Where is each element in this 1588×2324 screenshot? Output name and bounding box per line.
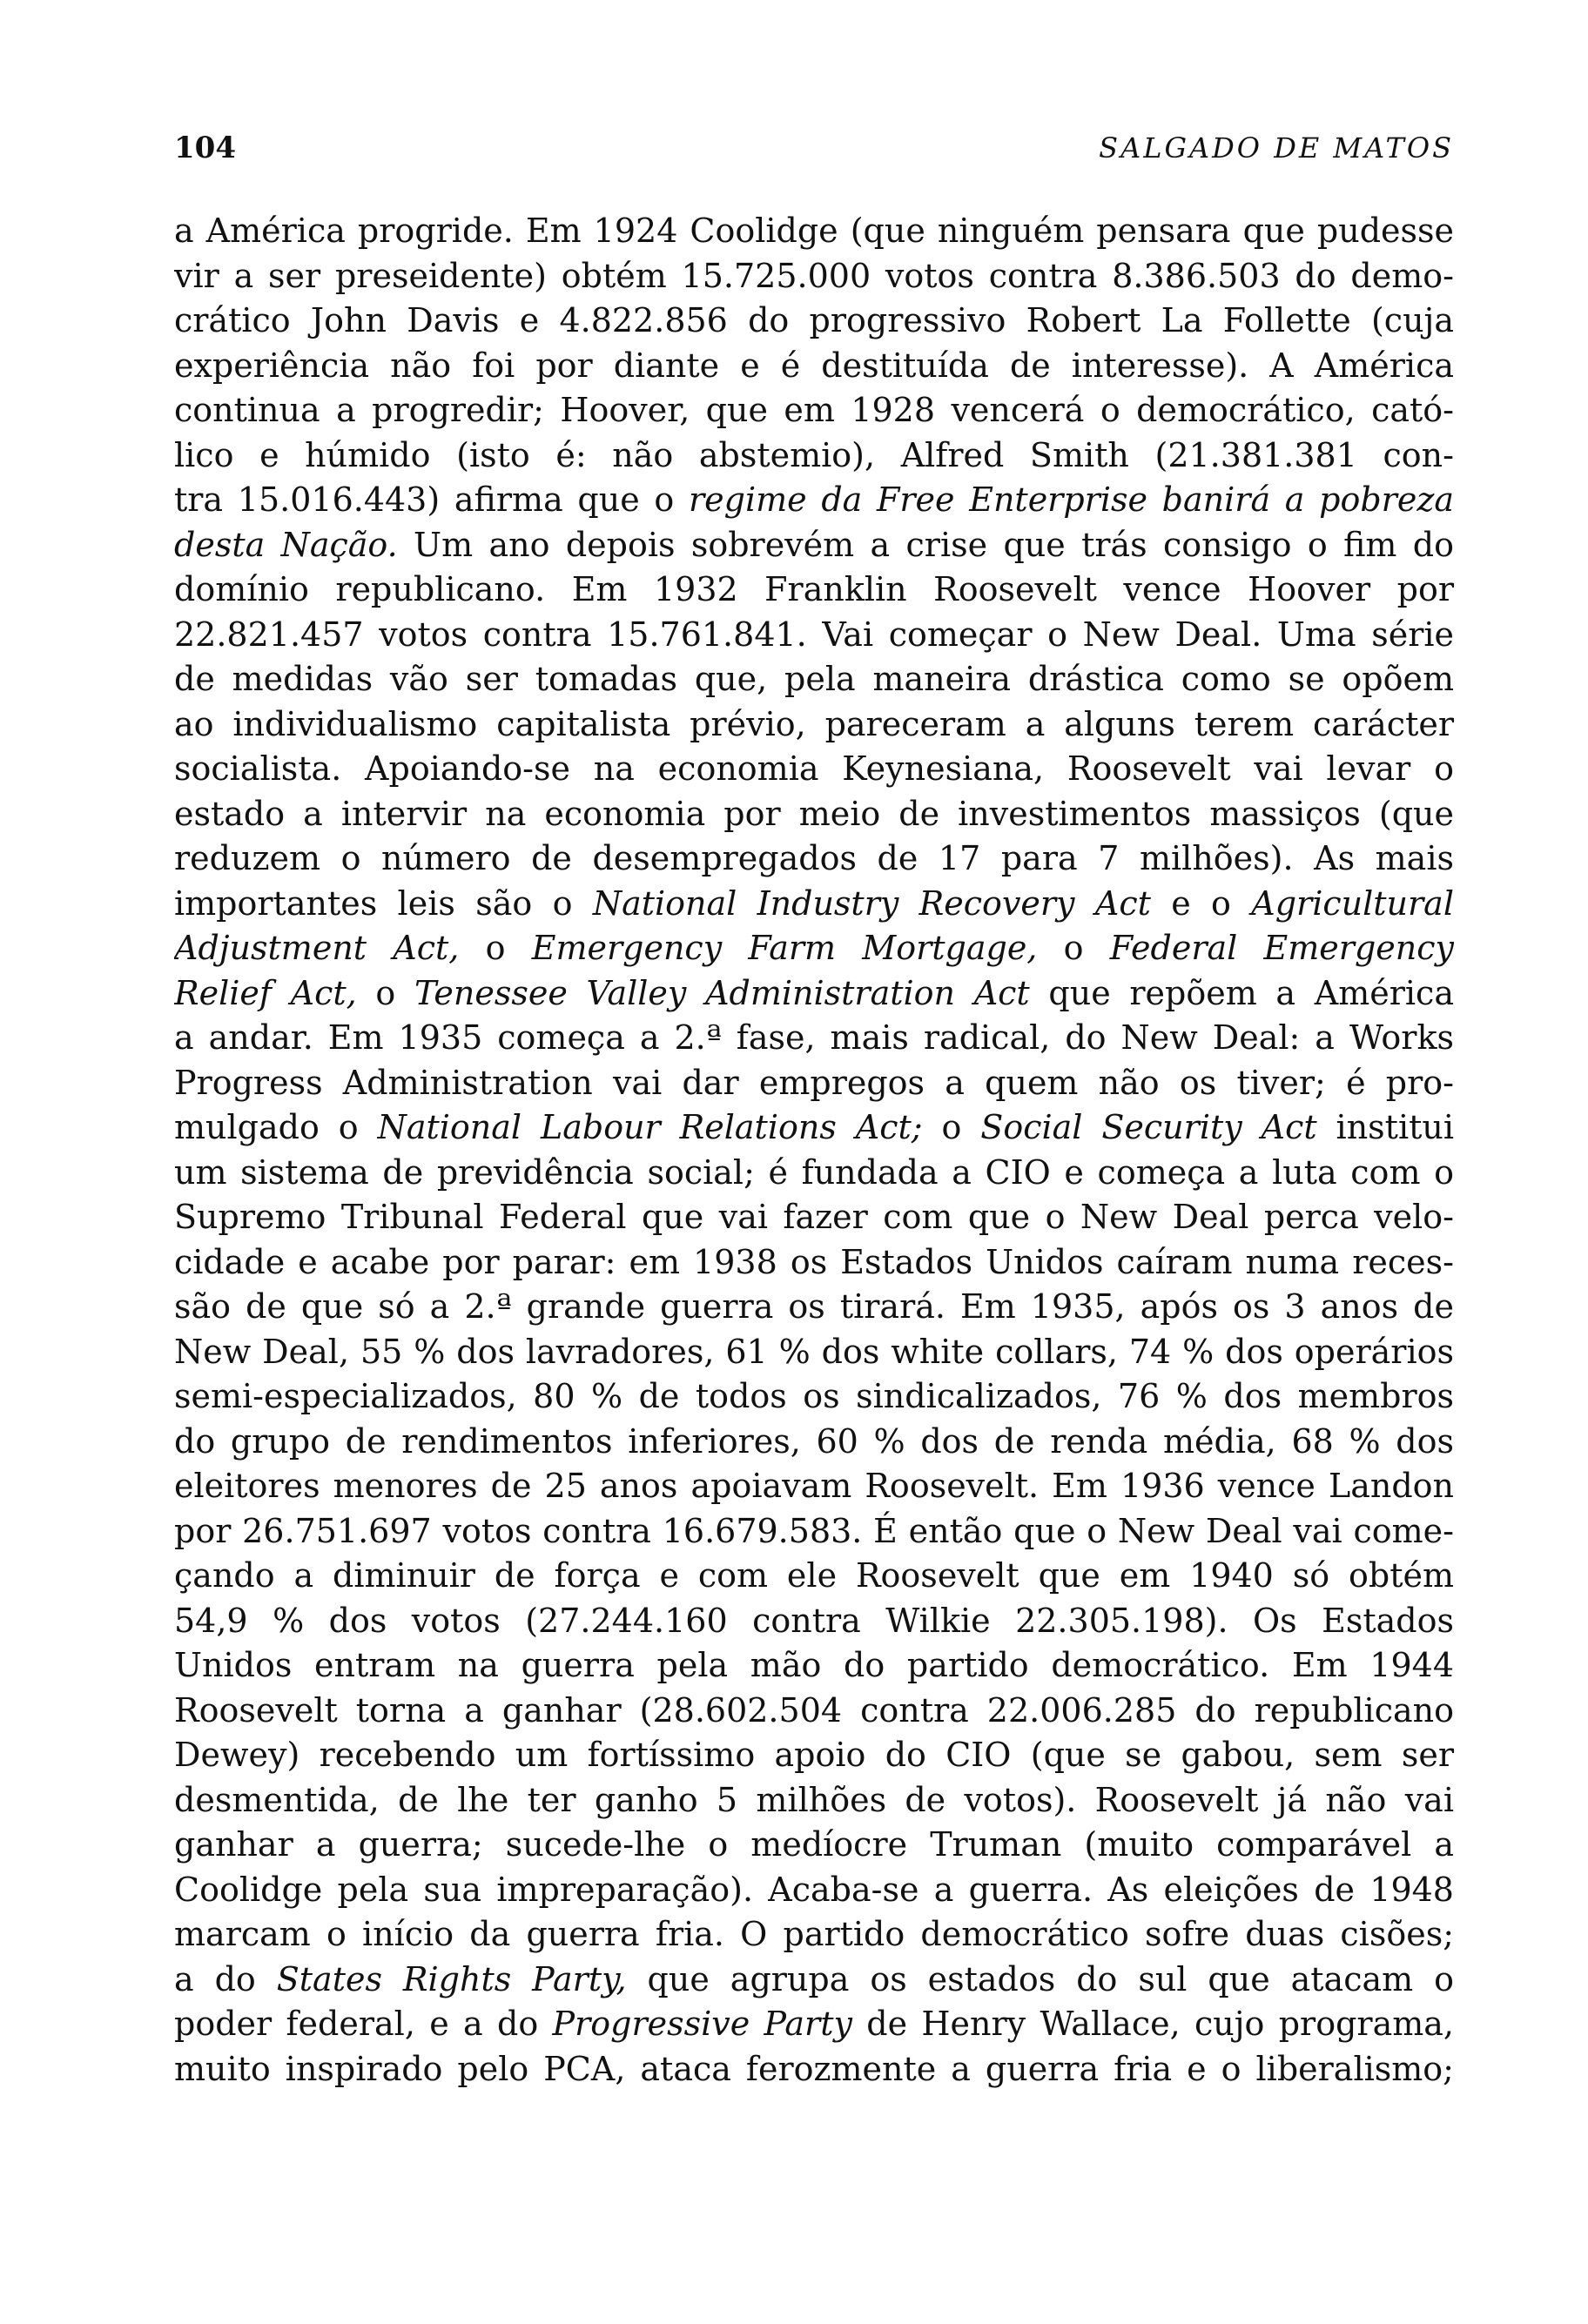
text-segment: Coolidge pela sua impreparação). Acaba-se a guerra. As eleições de 1948 xyxy=(174,1870,1454,1909)
text-segment: de Henry Wallace, cujo programa, xyxy=(851,2005,1454,2043)
text-segment: Dewey) recebendo um fortíssimo apoio do CIO (que se gabou, sem ser xyxy=(174,1736,1454,1774)
text-line xyxy=(174,568,1454,613)
italic-text-segment: Social Security Act xyxy=(980,1108,1317,1146)
text-segment: são de que só a 2.ª grande guerra os tirará. Em 1935, após os 3 anos de xyxy=(174,1287,1454,1326)
text-segment: que agrupa os estados do sul que atacam o xyxy=(626,1959,1454,1998)
text-segment: a andar. Em 1935 começa a 2.ª fase, mais radical, do New Deal: a Works xyxy=(174,1018,1454,1057)
text-line xyxy=(174,1689,1454,1734)
text-line xyxy=(174,1823,1454,1868)
text-line xyxy=(174,1195,1454,1240)
text-line xyxy=(174,971,1454,1017)
text-line xyxy=(174,1151,1454,1196)
text-line xyxy=(174,1778,1454,1824)
text-line xyxy=(174,792,1454,837)
text-segment: Roosevelt torna a ganhar (28.602.504 contra 22.006.285 do republicano xyxy=(174,1690,1454,1730)
text-segment: çando a diminuir de força e com ele Roosevelt que em 1940 só obtém xyxy=(174,1556,1454,1595)
text-line xyxy=(174,1599,1454,1644)
text-segment: o xyxy=(459,929,532,967)
text-segment: semi-especializados, 80 % de todos os sindicalizados, 76 % dos membros xyxy=(174,1377,1454,1415)
text-segment: o xyxy=(356,973,414,1012)
text-segment: que repõem a América xyxy=(1029,973,1454,1012)
text-segment: ganhar a guerra; sucede-lhe o medíocre Truman (muito comparável a xyxy=(174,1825,1454,1864)
text-line xyxy=(174,836,1454,882)
italic-text-segment: Emergency Farm Mortgage, xyxy=(531,929,1038,967)
text-segment: marcam o início da guerra fria. O partido democrático sofre duas cisões; xyxy=(174,1915,1454,1953)
text-segment: o xyxy=(922,1108,981,1146)
italic-text-segment: desta Nação. xyxy=(174,525,398,564)
text-segment: do grupo de rendimentos inferiores, 60 % dos de renda média, 68 % dos xyxy=(174,1421,1454,1461)
page-number: 104 xyxy=(174,131,236,165)
text-segment: poder federal, e a do xyxy=(174,2005,553,2043)
text-line xyxy=(174,1016,1454,1061)
italic-text-segment: National Industry Recovery Act xyxy=(592,883,1151,923)
italic-text-segment: regime da Free Enterprise banirá a pobreza xyxy=(688,480,1454,519)
text-line xyxy=(174,1554,1454,1599)
running-title: SALGADO DE MATOS xyxy=(1099,131,1454,165)
text-segment: mulgado o xyxy=(174,1108,378,1146)
italic-text-segment: Adjustment Act, xyxy=(174,929,460,967)
text-segment: ao individualismo capitalista prévio, pareceram a alguns terem carácter xyxy=(174,704,1454,743)
text-line xyxy=(174,1868,1454,1913)
text-segment: desmentida, de lhe ter ganho 5 milhões de votos). Roosevelt já não vai xyxy=(174,1780,1454,1819)
text-segment: lico e húmido (isto é: não abstemio), Alfred Smith (21.381.381 con- xyxy=(174,435,1454,474)
text-segment: por 26.751.697 votos contra 16.679.583. É então que o New Deal vai come- xyxy=(174,1511,1454,1550)
text-segment: domínio republicano. Em 1932 Franklin Roosevelt vence Hoover por xyxy=(174,570,1454,608)
text-line xyxy=(174,702,1454,748)
text-segment: 54,9 % dos votos (27.244.160 contra Wilkie 22.305.198). Os Estados xyxy=(174,1601,1454,1640)
text-line xyxy=(174,1420,1454,1465)
text-segment: o xyxy=(1037,929,1110,967)
text-segment: um sistema de previdência social; é fundada a CIO e começa a luta com o xyxy=(174,1152,1454,1192)
italic-text-segment: Tenessee Valley Administration Act xyxy=(414,973,1030,1012)
italic-text-segment: Federal Emergency xyxy=(1109,929,1454,967)
text-segment: 22.821.457 votos contra 15.761.841. Vai começar o New Deal. Uma série xyxy=(174,615,1454,654)
italic-text-segment: Relief Act, xyxy=(174,973,357,1012)
text-segment: crático John Davis e 4.822.856 do progressivo Robert La Follette (cuja xyxy=(174,301,1454,339)
text-segment: socialista. Apoiando-se na economia Keynesiana, Roosevelt vai levar o xyxy=(174,749,1454,788)
text-line xyxy=(174,1105,1454,1151)
italic-text-segment: States Rights Party, xyxy=(276,1959,627,1998)
text-line xyxy=(174,1733,1454,1778)
text-line xyxy=(174,254,1454,299)
text-segment: institui xyxy=(1316,1108,1454,1146)
text-line xyxy=(174,1061,1454,1106)
text-line xyxy=(174,926,1454,971)
text-line xyxy=(174,1240,1454,1286)
text-segment: Supremo Tribunal Federal que vai fazer com que o New Deal perca velo- xyxy=(174,1198,1454,1236)
text-line xyxy=(174,299,1454,344)
text-line xyxy=(174,1285,1454,1330)
text-segment: continua a progredir; Hoover, que em 1928 vencerá o democrático, cató- xyxy=(174,391,1454,429)
text-segment: eleitores menores de 25 anos apoiavam Roosevelt. Em 1936 vence Landon xyxy=(174,1467,1454,1505)
body-paragraph xyxy=(174,209,1454,2092)
text-line xyxy=(174,388,1454,433)
text-line xyxy=(174,523,1454,568)
italic-text-segment: National Labour Relations Act; xyxy=(377,1108,923,1146)
text-line xyxy=(174,2002,1454,2047)
page-header xyxy=(174,122,1454,174)
text-line xyxy=(174,1330,1454,1375)
text-line xyxy=(174,1912,1454,1958)
text-line xyxy=(174,1643,1454,1689)
text-segment: Progress Administration vai dar empregos a quem não os tiver; é pro- xyxy=(174,1063,1454,1102)
text-segment: cidade e acabe por parar: em 1938 os Estados Unidos caíram numa reces- xyxy=(174,1242,1454,1281)
text-segment: de medidas vão ser tomadas que, pela maneira drástica como se opõem xyxy=(174,660,1454,698)
text-segment: reduzem o número de desempregados de 17 para 7 milhões). As mais xyxy=(174,839,1454,877)
text-segment: a América progride. Em 1924 Coolidge (que ninguém pensara que pudesse xyxy=(174,212,1454,250)
italic-text-segment: Progressive Party xyxy=(552,2005,852,2043)
italic-text-segment: Agricultural xyxy=(1251,883,1454,923)
text-segment: muito inspirado pelo PCA, ataca ferozmente a guerra fria e o liberalismo; xyxy=(174,2049,1454,2088)
text-segment: tra 15.016.443) afirma que o xyxy=(174,480,689,519)
text-line xyxy=(174,2047,1454,2092)
text-line xyxy=(174,1374,1454,1420)
text-line xyxy=(174,433,1454,479)
text-line xyxy=(174,478,1454,523)
text-segment: Um ano depois sobrevém a crise que trás consigo o fim do xyxy=(397,525,1454,564)
text-line xyxy=(174,747,1454,792)
text-line xyxy=(174,209,1454,254)
text-segment: experiência não foi por diante e é destituída de interesse). A América xyxy=(174,346,1454,385)
text-segment: New Deal, 55 % dos lavradores, 61 % dos white collars, 74 % dos operários xyxy=(174,1332,1454,1371)
text-line xyxy=(174,1464,1454,1509)
text-line xyxy=(174,613,1454,658)
text-line xyxy=(174,657,1454,702)
text-segment: importantes leis são o xyxy=(174,883,593,923)
text-segment: e o xyxy=(1150,883,1252,923)
text-segment: estado a intervir na economia por meio de investimentos massiços (que xyxy=(174,794,1454,833)
text-segment: Unidos entram na guerra pela mão do partido democrático. Em 1944 xyxy=(174,1646,1454,1684)
text-segment: a do xyxy=(174,1959,277,1998)
text-line xyxy=(174,344,1454,389)
text-line xyxy=(174,1509,1454,1555)
text-line xyxy=(174,882,1454,927)
text-segment: vir a ser preseidente) obtém 15.725.000 votos contra 8.386.503 do demo- xyxy=(174,256,1454,295)
text-line xyxy=(174,1958,1454,2003)
